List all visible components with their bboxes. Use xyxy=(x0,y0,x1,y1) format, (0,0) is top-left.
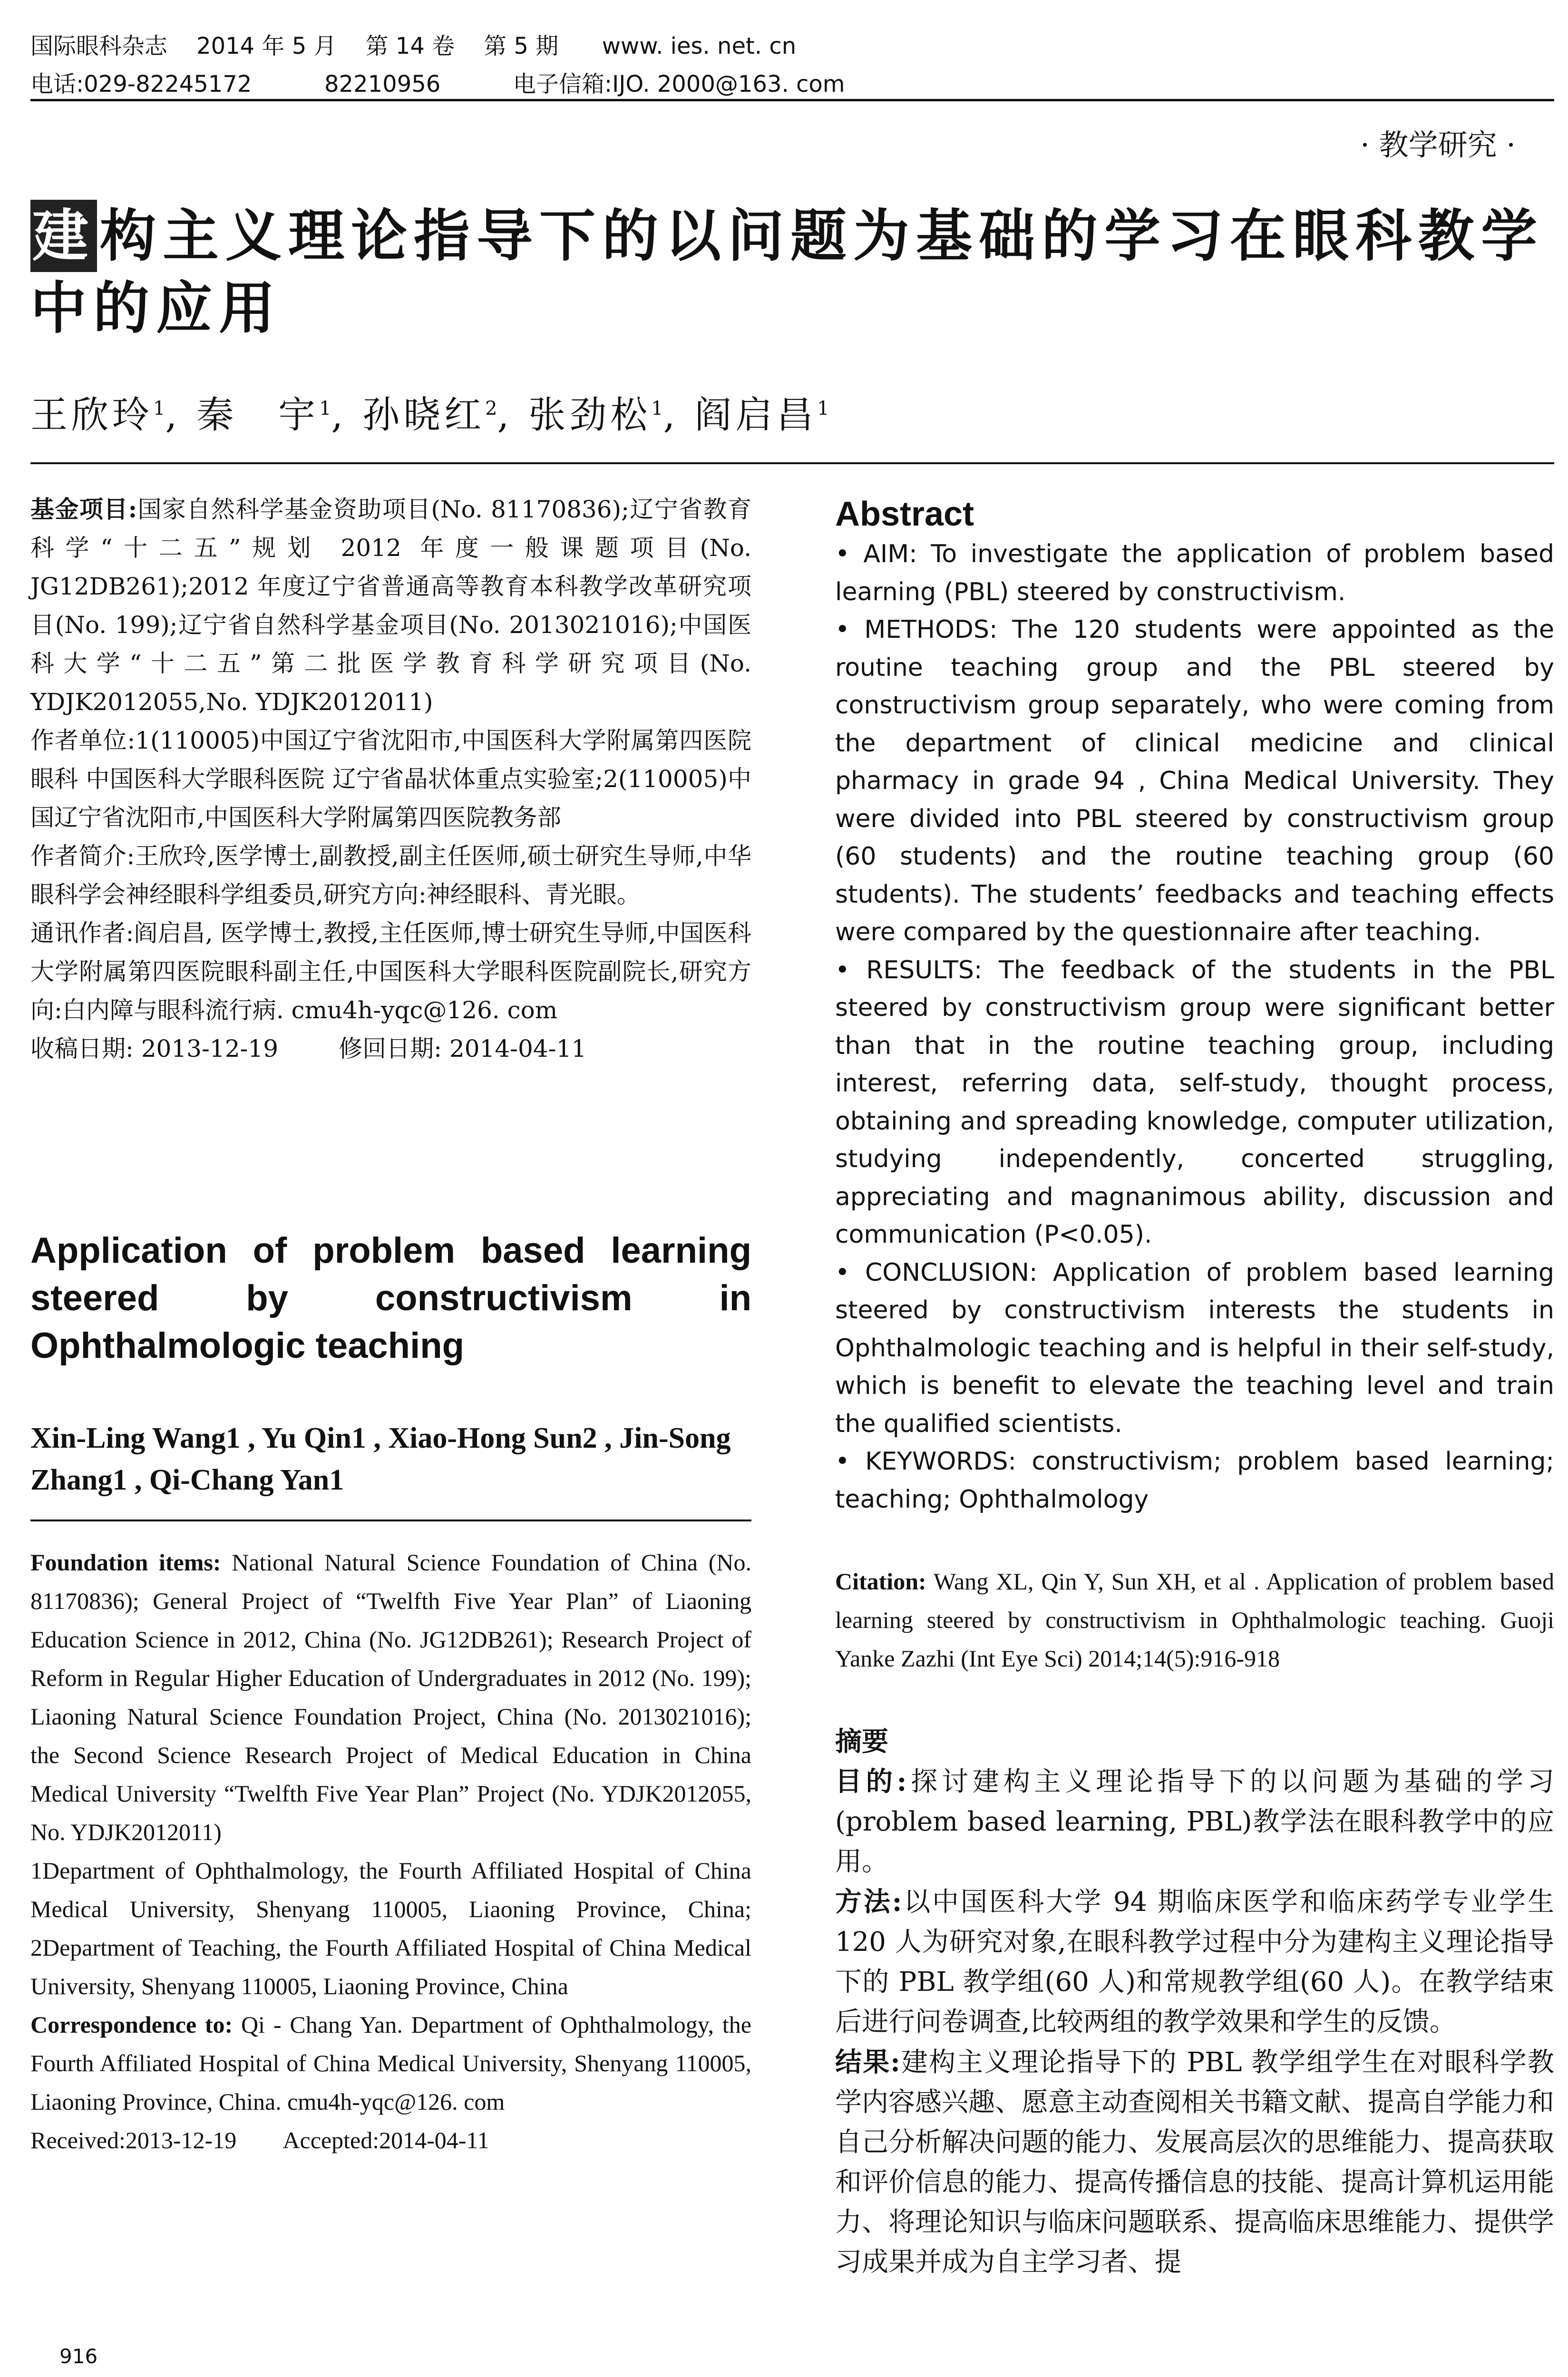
article-title xyxy=(30,200,1554,344)
author-aff: 1 xyxy=(319,398,331,419)
cn-abstract xyxy=(835,1722,1554,2282)
correspondence-paragraph xyxy=(30,2006,751,2121)
citation-text: Wang XL, Qin Y, Sun XH, et al . Application of problem based learning steered by constructivism in Ophthalmologic teaching. Guoji Yanke Zazhi (Int Eye Sci) 2014;14(5):916-918 xyxy=(835,1568,1554,1672)
cn-methods xyxy=(835,1882,1554,2042)
english-title-line3: Ophthalmologic teaching xyxy=(30,1325,465,1366)
fund-text: 国家自然科学基金资助项目(No. 81170836);辽宁省教育科学“十二五”规划 2012 年度一般课题项目(No. JG12DB261);2012 年度辽宁省普通高等教育本科教学改革研究项目(No. 199);辽宁省自然科学基金项目(No. 2013021016);中国医科大学“十二五”第二批医学教育科学研究项目(No. YDJK2012055,No. YDJK2012011) xyxy=(30,496,751,716)
author-aff: 1 xyxy=(153,398,166,419)
foundation-paragraph xyxy=(30,1543,751,1851)
title-first-char: 建 xyxy=(30,200,97,272)
abstract-body xyxy=(835,536,1554,1519)
cn-aim-label: 目的: xyxy=(835,1766,907,1797)
cn-abstract-heading: 摘要 xyxy=(835,1726,888,1757)
cn-methods-label: 方法: xyxy=(835,1886,902,1918)
author-aff: 1 xyxy=(651,398,663,419)
corr-label: 通讯作者: xyxy=(30,919,134,947)
cn-results xyxy=(835,2042,1554,2282)
english-title-line2: steered by constructivism in xyxy=(30,1278,751,1318)
cn-results-text: 建构主义理论指导下的 PBL 教学组学生在对眼科学教学内容感兴趣、愿意主动查阅相关书籍文献、提高自学能力和自己分析解决问题的能力、发展高层次的思维能力、提高获取和评价信息的能力、提高传播信息的技能、提高计算机运用能力、将理论知识与临床问题联系、提高临床思维能力、提供学习成果并成为自主学习者、提 xyxy=(835,2047,1555,2278)
cn-metadata xyxy=(30,490,751,1068)
author-name: 王欣玲 xyxy=(30,394,154,437)
bio-label: 作者简介: xyxy=(30,842,135,870)
received-dates-en: Received:2013-12-19 Accepted:2014-04-11 xyxy=(30,2127,489,2153)
citation-block xyxy=(835,1562,1554,1678)
header-rule xyxy=(30,99,1554,101)
bio-text: 王欣玲,医学博士,副教授,副主任医师,硕士研究生导师,中华眼科学会神经眼科学组委员,研究方向:神经眼科、青光眼。 xyxy=(30,842,751,908)
author-name: 阎启昌 xyxy=(694,394,818,437)
abstract-methods: • METHODS: The 120 students were appointed as the routine teaching group and the PBL steered by constructivism group separately, who were coming from the department of clinical medicine and clinical pharmacy in grade 94 , China Medical University. They were divided into PBL steered by constructivism group (60 students) and the routine teaching group (60 students). The students’ feedbacks and teaching effects were compared by the questionnaire after teaching. xyxy=(835,615,1554,946)
author-name: 秦 宇 xyxy=(196,394,320,437)
title-line2: 中的应用 xyxy=(30,275,282,341)
corr-paragraph xyxy=(30,914,751,1030)
cn-methods-text: 以中国医科大学 94 期临床医学和临床药学专业学生 120 人为研究对象,在眼科教学过程中分为建构主义理论指导下的 PBL 教学组(60 人)和常规教学组(60 人)。在教学结束后进行问卷调查,比较两组的教学效果和学生的反馈。 xyxy=(835,1887,1555,2037)
abstract-aim: • AIM: To investigate the application of problem based learning (PBL) steered by constructivism. xyxy=(835,540,1554,606)
author-list-cn: 王欣玲$^1$, 秦 宇$^1$, 孙晓红$^2$, 张劲松$^1$, 阎启昌$^1$ xyxy=(30,394,829,437)
abstract-conclusion: • CONCLUSION: Application of problem based learning steered by constructivism interests the students in Ophthalmologic teaching and is helpful in their self-study, which is benefit to elevate the teaching level and train the qualified scientists. xyxy=(835,1258,1554,1438)
title-rule xyxy=(30,462,1554,464)
fund-paragraph xyxy=(30,490,751,721)
correspondence-label: Correspondence to: xyxy=(30,2011,233,2038)
correspondence-text: Qi - Chang Yan. Department of Ophthalmology, the Fourth Affiliated Hospital of China Medical University, Shenyang 110005, Liaoning Province, China. cmu4h-yqc@126. com xyxy=(30,2011,751,2115)
foundation-text: National Natural Science Foundation of China (No. 81170836); General Project of “Twelfth Five Year Plan” of Liaoning Education Science in 2012, China (No. JG12DB261); Research Project of Reform in Regular Higher Education of Undergraduates in 2012 (No. 199); Liaoning Natural Science Foundation Project, China (No. 2013021016); the Second Science Research Project of Medical Education in China Medical University “Twelfth Five Year Plan” Project (No. YDJK2012055, No. YDJK2012011) xyxy=(30,1549,751,1845)
bio-paragraph xyxy=(30,837,751,914)
cn-aim xyxy=(835,1762,1554,1882)
unit-label: 作者单位: xyxy=(30,727,136,754)
author-aff: 2 xyxy=(485,398,497,419)
fund-label: 基金项目: xyxy=(30,495,137,523)
unit-text: 1(110005)中国辽宁省沈阳市,中国医科大学附属第四医院眼科 中国医科大学眼科医院 辽宁省晶状体重点实验室;2(110005)中国辽宁省沈阳市,中国医科大学附属第四医院教务部 xyxy=(30,727,751,831)
journal-header-line2: 电话:029-82245172 82210956 电子信箱:IJO. 2000@163. com xyxy=(30,71,845,97)
section-label: · 教学研究 · xyxy=(1360,127,1516,162)
page-number: 916 xyxy=(59,2345,98,2368)
citation-label: Citation: xyxy=(835,1568,926,1595)
author-name: 张劲松 xyxy=(528,394,652,437)
abstract-results: • RESULTS: The feedback of the students in the PBL steered by constructivism group were significant better than that in the routine teaching group, including interest, referring data, self-study, thought process, obtaining and spreading knowledge, computer utilization, studying independently, concerted struggling, appreciating and magnanimous ability, discussion and communication (P<0.05). xyxy=(835,955,1554,1249)
english-authors: Xin-Ling Wang1 , Yu Qin1 , Xiao-Hong Sun2 , Jin-Song Zhang1 , Qi-Chang Yan1 xyxy=(30,1422,731,1496)
english-metadata xyxy=(30,1543,751,2160)
corr-text: 阎启昌, 医学博士,教授,主任医师,博士研究生导师,中国医科大学附属第四医院眼科副主任,中国医科大学眼科医院副院长,研究方向:白内障与眼科流行病. cmu4h-yqc@126. com xyxy=(30,919,751,1024)
author-name: 孙晓红 xyxy=(362,394,486,437)
abstract-keywords: • KEYWORDS: constructivism; problem based learning; teaching; Ophthalmology xyxy=(835,1447,1554,1514)
cn-results-label: 结果: xyxy=(835,2046,900,2078)
english-title xyxy=(30,1227,751,1370)
foundation-label: Foundation items: xyxy=(30,1549,221,1576)
author-aff: 1 xyxy=(817,398,829,419)
english-title-line1: Application of problem based learning xyxy=(30,1230,751,1271)
unit-paragraph xyxy=(30,721,751,837)
journal-header-line1: 国际眼科杂志 2014 年 5 月 第 14 卷 第 5 期 www. ies. net. cn xyxy=(30,33,797,59)
left-column-rule xyxy=(30,1520,751,1521)
affiliation-paragraph: 1Department of Ophthalmology, the Fourth Affiliated Hospital of China Medical University, Shenyang 110005, Liaoning Province, China; 2Department of Teaching, the Fourth Affiliated Hospital of China Medical University, Shenyang 110005, Liaoning Province, China xyxy=(30,1857,751,1999)
cn-aim-text: 探讨建构主义理论指导下的以问题为基础的学习(problem based learning, PBL)教学法在眼科教学中的应用。 xyxy=(835,1766,1555,1877)
abstract-section xyxy=(835,495,1554,1519)
abstract-heading: Abstract xyxy=(835,495,974,533)
title-line1: 构主义理论指导下的以问题为基础的学习在眼科教学 xyxy=(100,203,1544,269)
received-dates-cn: 收稿日期: 2013-12-19 修回日期: 2014-04-11 xyxy=(30,1035,587,1062)
